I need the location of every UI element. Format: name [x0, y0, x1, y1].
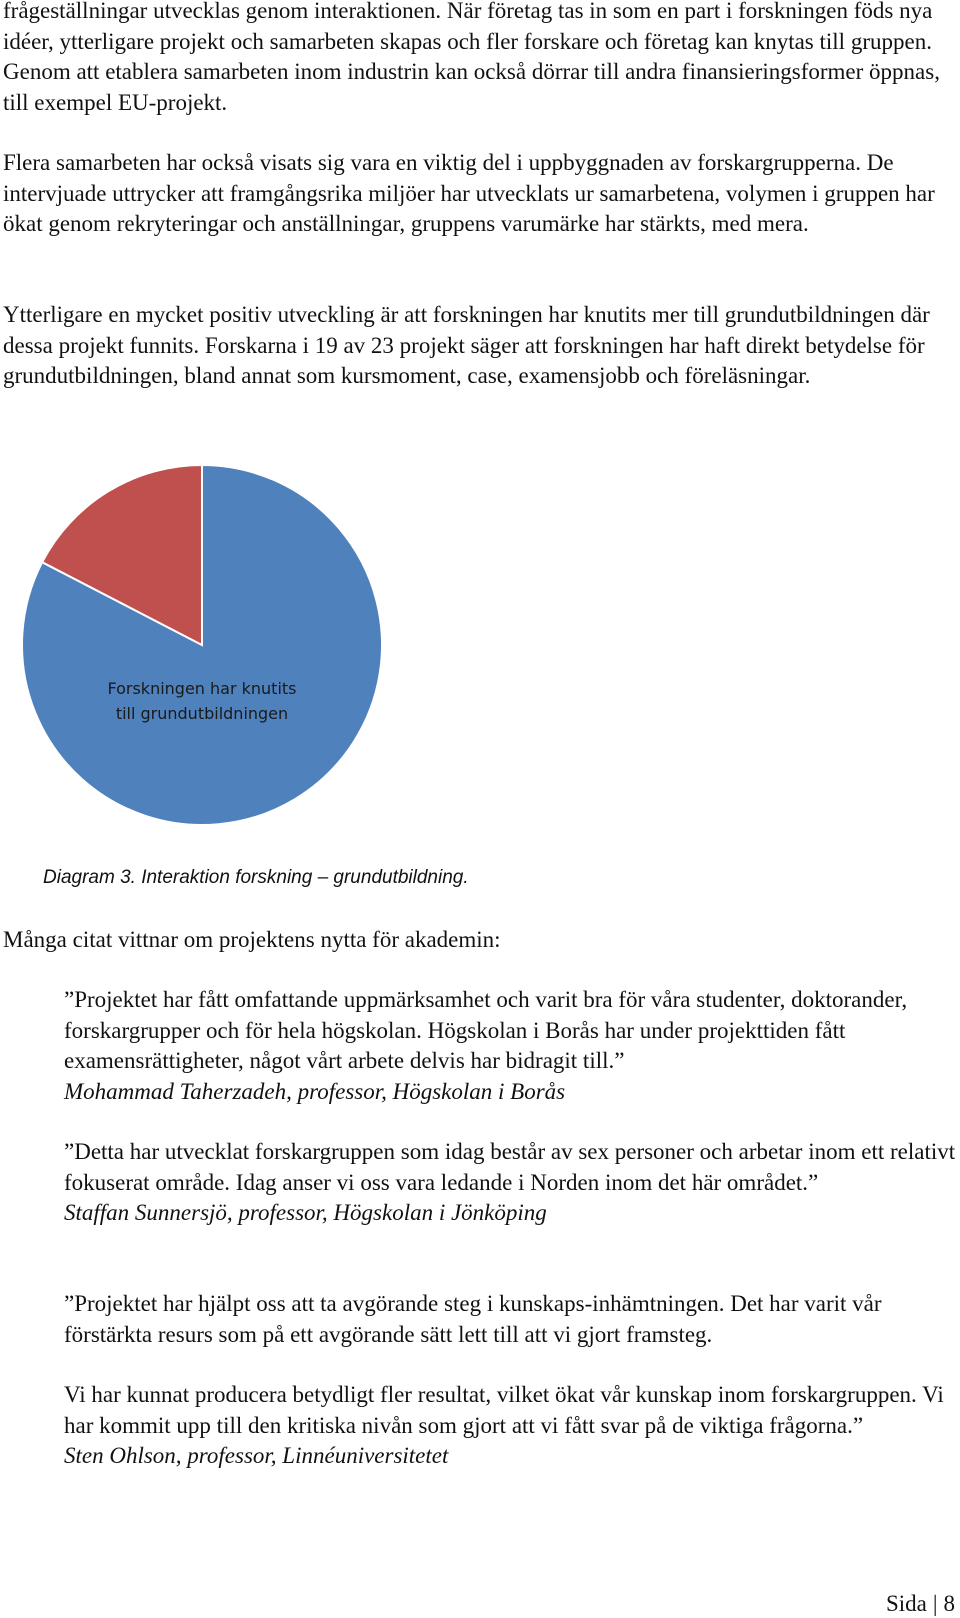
- body-paragraph: frågeställningar utvecklas genom interaktionen. När företag tas in som en part i forskningen föds nya idéer, ytterligare projekt och samarbeten skapas och fler forskare och företag kan knytas till gruppen. Genom att etablera samarbeten inom industrin kan också dörrar till andra finansieringsformer öppnas, till exempel EU-projekt.: [3, 0, 940, 115]
- pie-slice-label: till grundutbildningen: [115, 704, 289, 723]
- quote-text: ”Detta har utvecklat forskargruppen som idag består av sex personer och arbetar inom ett relativt fokuserat område. Idag anser vi oss vara ledande i Norden inom det här området.”: [64, 1139, 956, 1195]
- body-paragraph: Flera samarbeten har också visats sig vara en viktig del i uppbyggnaden av forskargrupperna. De intervjuade uttrycker att framgångsrika miljöer har utvecklats ur samarbetena, volymen i gruppen har ökat genom rekryteringar och anställningar, gruppens varumärke har stärkts, med mera.: [3, 150, 935, 236]
- quote-text: ”Projektet har fått omfattande uppmärksamhet och varit bra för våra studenter, doktorander, forskargrupper och för hela högskolan. Högskolan i Borås har under projekttiden fått examensrättigheter, något vårt arbete delvis har bidragit till.”: [64, 987, 908, 1073]
- quote-block-continued: [64, 1380, 956, 1472]
- figure-caption: Diagram 3. Interaktion forskning – grundutbildning.: [43, 867, 469, 888]
- page-number: 8: [943, 1591, 955, 1616]
- quote-attribution: Sten Ohlson, professor, Linnéuniversitetet: [64, 1443, 449, 1468]
- quote-attribution: Mohammad Taherzadeh, professor, Högskolan i Borås: [64, 1078, 566, 1104]
- quote-block: [64, 985, 956, 1107]
- body-paragraph: Ytterligare en mycket positiv utveckling är att forskningen har knutits mer till grundutbildningen där dessa projekt funnits. Forskarna i 19 av 23 projekt säger att forskningen har haft direkt betydelse för grundutbildningen, bland annat som kursmoment, case, examensjobb och föreläsningar.: [3, 302, 930, 388]
- page-footer: [886, 1590, 955, 1618]
- page-label: Sida: [886, 1591, 927, 1616]
- page-separator: |: [932, 1591, 938, 1616]
- quotes-intro: Många citat vittnar om projektens nytta för akademin:: [3, 927, 501, 952]
- quote-attribution: Staffan Sunnersjö, professor, Högskolan i Jönköping: [64, 1200, 547, 1225]
- quote-block: [64, 1137, 956, 1229]
- quote-block: [64, 1289, 956, 1350]
- quote-text: ”Projektet har hjälpt oss att ta avgörande steg i kunskaps-inhämtningen. Det har varit vår förstärkta resurs som på ett avgörande sätt lett till att vi gjort framsteg.: [64, 1291, 882, 1347]
- pie-chart: [0, 460, 420, 850]
- pie-slice-label: Forskningen har knutits: [107, 679, 297, 698]
- quote-text: Vi har kunnat producera betydligt fler resultat, vilket ökat vår kunskap inom forskargruppen. Vi har kommit upp till den kritiska nivån som gjort att vi fått svar på de viktiga frågorna.”: [64, 1382, 944, 1438]
